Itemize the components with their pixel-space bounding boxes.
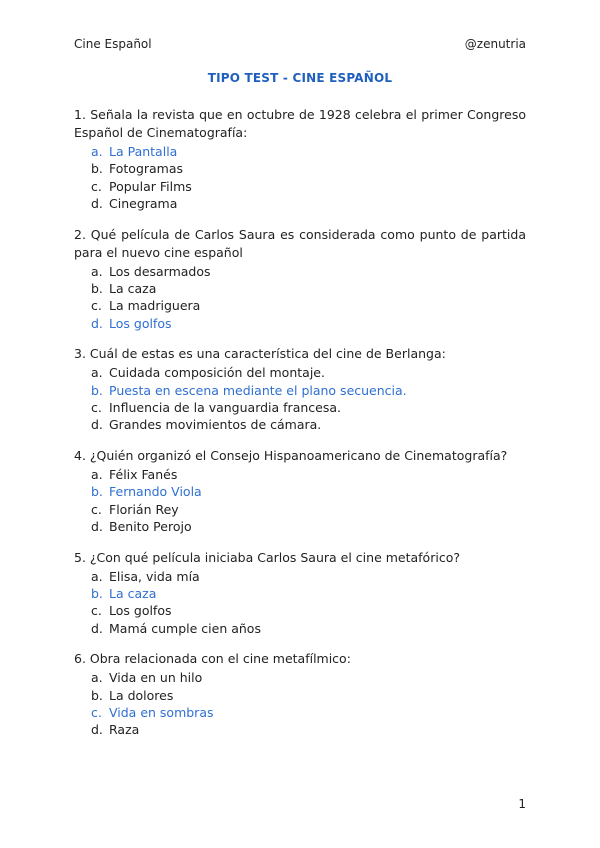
- question-text: 1. Señala la revista que en octubre de 1928 celebra el primer Congreso Español de Cinematografía:: [74, 107, 526, 140]
- option-text: Los golfos: [109, 603, 172, 619]
- option-text: Influencia de la vanguardia francesa.: [109, 400, 341, 416]
- option-text: La dolores: [109, 687, 174, 703]
- option-a: [91, 466, 526, 483]
- question-1: [74, 106, 526, 213]
- option-letter: b.: [91, 281, 103, 297]
- option-c: [91, 501, 526, 518]
- option-letter: c.: [91, 400, 102, 416]
- option-letter: a.: [91, 144, 103, 159]
- option-d: [91, 416, 526, 433]
- option-letter: b.: [91, 484, 103, 500]
- option-a: [91, 263, 526, 280]
- option-a: [91, 364, 526, 381]
- option-c: [91, 297, 526, 314]
- option-text: Los golfos: [109, 315, 172, 331]
- option-letter: c.: [91, 603, 102, 619]
- question-text: 5. ¿Con qué película iniciaba Carlos Saura el cine metafórico?: [74, 549, 460, 565]
- option-text: Puesta en escena mediante el plano secuencia.: [109, 382, 407, 398]
- option-letter: d.: [91, 417, 103, 433]
- question-3: [74, 345, 526, 434]
- option-text: Elisa, vida mía: [109, 568, 200, 584]
- question-2: [74, 226, 526, 333]
- option-text: Félix Fanés: [109, 466, 178, 482]
- option-list: [74, 364, 526, 434]
- question-text: 2. Qué película de Carlos Saura es considerada como punto de partida para el nuevo cine español: [74, 226, 526, 260]
- option-letter: a.: [91, 466, 103, 482]
- option-letter: b.: [91, 585, 103, 601]
- page-number: 1: [518, 797, 526, 811]
- option-letter: b.: [91, 382, 103, 398]
- option-text: Fotogramas: [109, 161, 184, 177]
- option-text: Raza: [109, 722, 140, 738]
- option-letter: a.: [91, 568, 103, 584]
- option-text: La madriguera: [109, 298, 201, 314]
- option-text: Benito Perojo: [109, 519, 192, 535]
- option-b: [91, 382, 526, 399]
- option-letter: a.: [91, 365, 103, 381]
- option-text: Florián Rey: [109, 501, 179, 517]
- option-list: [74, 263, 526, 333]
- option-letter: d.: [91, 620, 103, 636]
- option-d: [91, 315, 526, 332]
- option-list: [74, 143, 526, 213]
- option-list: [74, 568, 526, 638]
- option-text: Fernando Viola: [109, 484, 202, 500]
- option-b: [91, 585, 526, 602]
- option-letter: d.: [91, 315, 103, 331]
- question-5: [74, 549, 526, 638]
- option-text: Grandes movimientos de cámara.: [109, 417, 322, 433]
- option-letter: d.: [91, 722, 103, 738]
- option-text: La Pantalla: [109, 144, 178, 159]
- option-a: [91, 669, 526, 686]
- header-left-text: Cine Español: [74, 37, 152, 51]
- option-list: [74, 669, 526, 739]
- option-b: [91, 483, 526, 500]
- option-b: [91, 687, 526, 704]
- option-d: [91, 195, 526, 212]
- option-text: Cinegrama: [109, 196, 178, 212]
- question-text: 6. Obra relacionada con el cine metafílmico:: [74, 651, 351, 667]
- option-text: Vida en un hilo: [109, 670, 203, 686]
- option-text: La caza: [109, 585, 157, 601]
- question-4: [74, 447, 526, 536]
- option-letter: b.: [91, 161, 103, 177]
- option-letter: c.: [91, 178, 102, 194]
- question-6: [74, 650, 526, 739]
- option-letter: c.: [91, 704, 102, 720]
- option-text: Mamá cumple cien años: [109, 620, 261, 636]
- option-text: Vida en sombras: [109, 704, 214, 720]
- option-a: [91, 143, 526, 160]
- option-a: [91, 568, 526, 585]
- option-text: Cuidada composición del montaje.: [109, 365, 325, 381]
- option-list: [74, 466, 526, 536]
- question-text: 4. ¿Quién organizó el Consejo Hispanoamericano de Cinematografía?: [74, 447, 508, 463]
- option-d: [91, 721, 526, 738]
- header-right-text: @zenutria: [464, 37, 526, 51]
- question-list: [74, 106, 526, 752]
- option-letter: d.: [91, 519, 103, 535]
- option-c: [91, 602, 526, 619]
- option-c: [91, 178, 526, 195]
- option-text: La caza: [109, 281, 157, 297]
- option-b: [91, 160, 526, 177]
- question-text: 3. Cuál de estas es una característica del cine de Berlanga:: [74, 346, 446, 362]
- option-letter: c.: [91, 298, 102, 314]
- option-letter: a.: [91, 263, 103, 279]
- option-text: Popular Films: [109, 178, 192, 194]
- option-c: [91, 704, 526, 721]
- option-letter: c.: [91, 501, 102, 517]
- option-b: [91, 280, 526, 297]
- option-d: [91, 518, 526, 535]
- option-letter: a.: [91, 670, 103, 686]
- option-letter: b.: [91, 687, 103, 703]
- option-d: [91, 620, 526, 637]
- page-title: TIPO TEST - CINE ESPAÑOL: [207, 71, 393, 85]
- option-letter: d.: [91, 196, 103, 212]
- option-c: [91, 399, 526, 416]
- option-text: Los desarmados: [109, 263, 211, 279]
